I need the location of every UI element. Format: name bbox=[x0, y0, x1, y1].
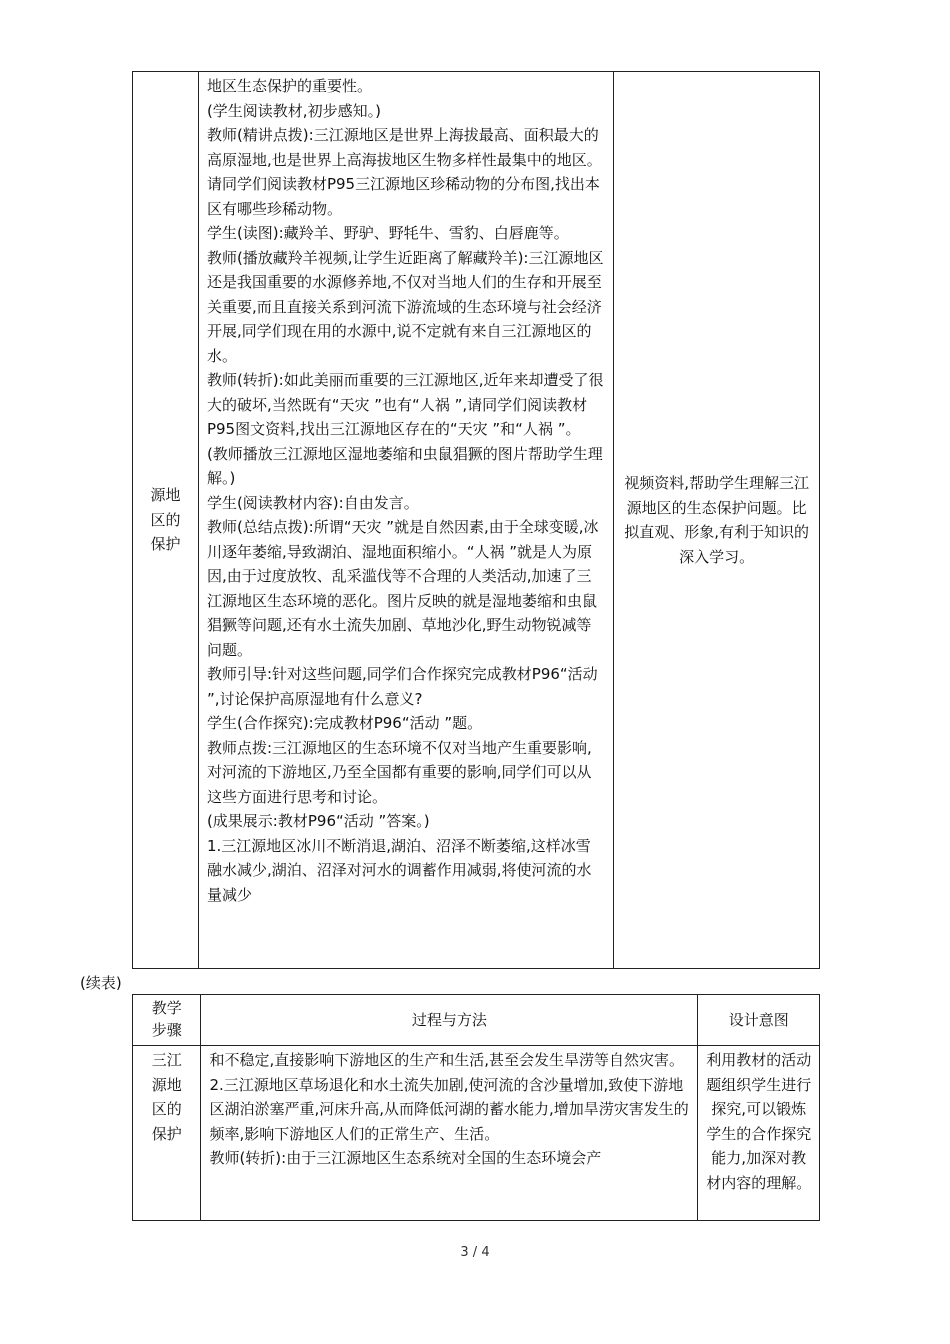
process-paragraph: 1.三江源地区冰川不断消退,湖泊、沼泽不断萎缩,这样冰雪融水减少,湖泊、沼泽对河水的调蓄作用减弱,将使河流的水量减少 bbox=[206, 836, 592, 904]
continued-label: (续表) bbox=[80, 974, 122, 992]
teaching-step-cell bbox=[133, 1046, 201, 1221]
process-paragraph: 教师引导:针对这些问题,同学们合作探究完成教材P96“活动 ”,讨论保护高原湿地有什么意义? bbox=[206, 665, 598, 708]
process-method-cell bbox=[201, 1046, 698, 1221]
lesson-table-part2 bbox=[132, 994, 820, 1221]
process-paragraph: (教师播放三江源地区湿地萎缩和虫鼠猖獗的图片帮助学生理解。) bbox=[206, 444, 603, 487]
design-intent-cell bbox=[614, 72, 820, 969]
header-teaching-step bbox=[133, 995, 201, 1046]
process-paragraph: 教师(精讲点拨):三江源地区是世界上海拔最高、面积最大的高原湿地,也是世界上高海拔地区生物多样性最集中的地区。请同学们阅读教材P95三江源地区珍稀动物的分布图,找出本区有哪些珍稀动物。 bbox=[206, 126, 602, 218]
page-number: 3 / 4 bbox=[460, 1245, 490, 1260]
design-intent-text: 利用教材的活动题组织学生进行探究,可以锻炼学生的合作探究能力,加深对教材内容的理解。 bbox=[706, 1051, 812, 1192]
process-paragraph: 教师点拨:三江源地区的生态环境不仅对当地产生重要影响,对河流的下游地区,乃至全国都有重要的影响,同学们可以从这些方面进行思考和讨论。 bbox=[206, 738, 592, 806]
process-paragraph: 学生(合作探究):完成教材P96“活动 ”题。 bbox=[206, 714, 483, 732]
design-intent-text: 视频资料,帮助学生理解三江源地区的生态保护问题。比拟直观、形象,有利于知识的深入学习。 bbox=[624, 474, 810, 566]
process-paragraph: (学生阅读教材,初步感知。) bbox=[206, 101, 381, 120]
process-paragraph: 学生(阅读教材内容):自由发言。 bbox=[206, 493, 419, 512]
process-paragraph: 地区生态保护的重要性。 bbox=[206, 77, 372, 95]
teaching-step-text: 三江源地区的保护 bbox=[151, 1051, 182, 1143]
process-paragraph: 教师(转折):如此美丽而重要的三江源地区,近年来却遭受了很大的破坏,当然既有“天灾 ”也有“人祸 ”,请同学们阅读教材P95图文资料,找出三江源地区存在的“天灾 ”和“人祸 ”。 bbox=[206, 371, 604, 438]
teaching-step-cell bbox=[133, 72, 199, 969]
process-paragraph: 教师(播放藏羚羊视频,让学生近距离了解藏羚羊):三江源地区还是我国重要的水源修养地,不仅对当地人们的生存和开展至关重要,而且直接关系到河流下游流域的生态环境与社会经济开展,同学们现在用的水源中,说不定就有来自三江源地区的水。 bbox=[206, 248, 604, 365]
header-process-method: 过程与方法 bbox=[201, 995, 698, 1046]
process-method-cell bbox=[198, 72, 613, 969]
design-intent-cell bbox=[698, 1046, 820, 1221]
process-paragraph: 学生(读图):藏羚羊、野驴、野牦牛、雪豹、白唇鹿等。 bbox=[206, 224, 569, 242]
process-paragraph: 教师(总结点拨):所谓“天灾 ”就是自然因素,由于全球变暖,冰川逐年萎缩,导致湖泊、湿地面积缩小。“人祸 ”就是人为原因,由于过度放牧、乱采滥伐等不合理的人类活动,加速了三江源地区生态环境的恶化。图片反映的就是湿地萎缩和虫鼠猖獗等问题,还有水土流失加剧、草地沙化,野生动物锐减等问题。 bbox=[206, 518, 599, 659]
teaching-step-text: 源地区的保护 bbox=[150, 486, 181, 554]
process-paragraph: (成果展示:教材P96“活动 ”答案。) bbox=[206, 812, 430, 830]
process-paragraph: 教师(转折):由于三江源地区生态系统对全国的生态环境会产 bbox=[209, 1149, 602, 1167]
process-paragraph: 和不稳定,直接影响下游地区的生产和生活,甚至会发生旱涝等自然灾害。 bbox=[209, 1051, 684, 1069]
header-design-intent: 设计意图 bbox=[698, 995, 820, 1046]
lesson-table-part1 bbox=[132, 71, 820, 969]
header-teaching-step-text: 教学步骤 bbox=[151, 999, 182, 1040]
process-paragraph: 2.三江源地区草场退化和水土流失加剧,使河流的含沙量增加,致使下游地区湖泊淤塞严重,河床升高,从而降低河湖的蓄水能力,增加旱涝灾害发生的频率,影响下游地区人们的正常生产、生活。 bbox=[209, 1075, 689, 1143]
